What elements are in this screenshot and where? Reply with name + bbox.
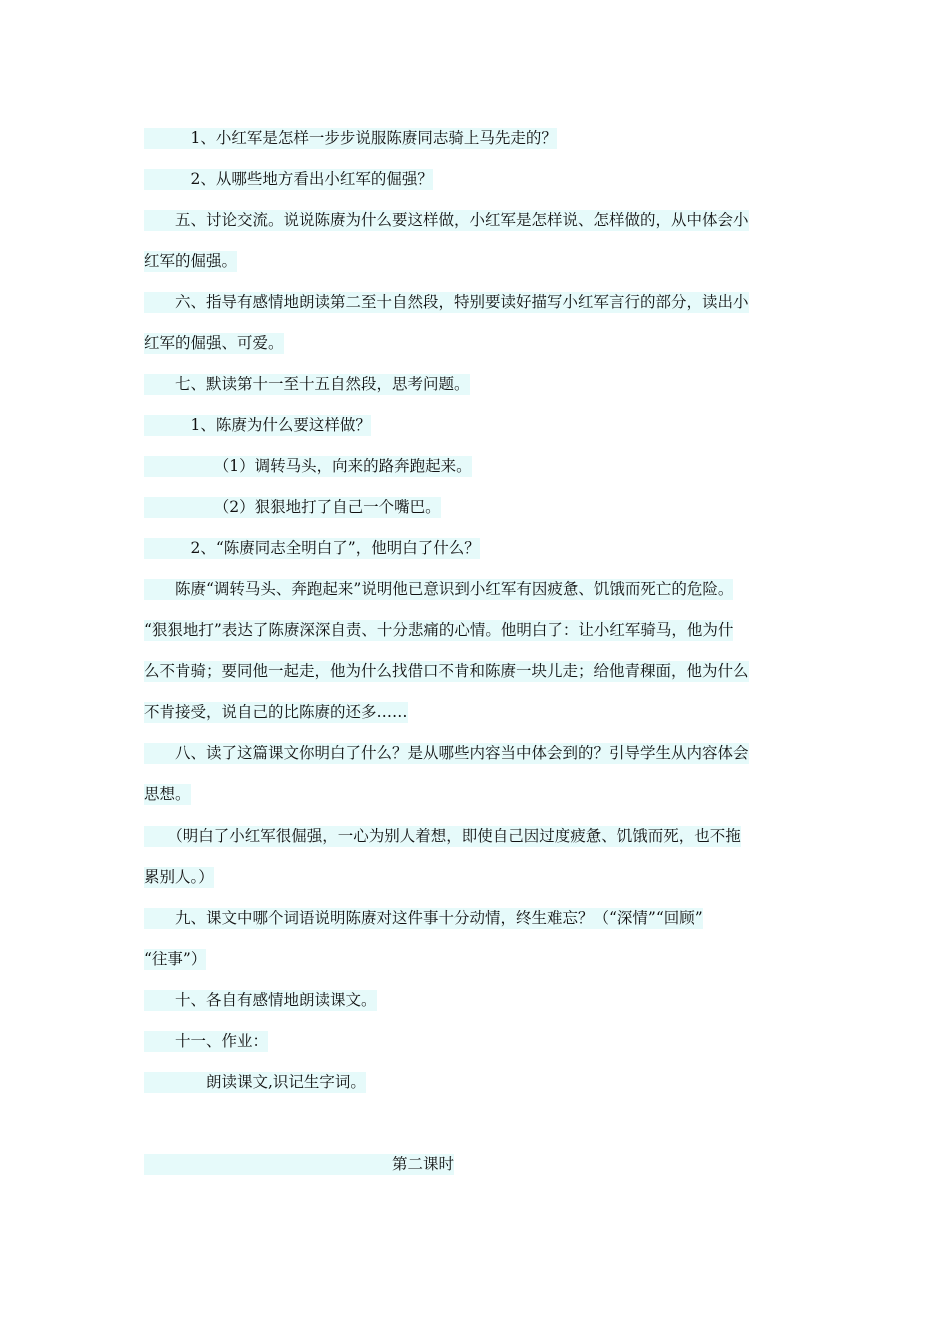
paragraph-line: “往事”） — [144, 950, 207, 968]
answer-line: （1）调转马头，向来的路奔跑起来。 — [144, 457, 472, 475]
paragraph-line: 思想。 — [144, 785, 191, 803]
paragraph-line: 么不肯骑；要同他一起走，他为什么找借口不肯和陈赓一块儿走；给他青稞面，他为什么 — [144, 662, 749, 680]
paragraph-line: 六、指导有感情地朗读第二至十自然段，特别要读好描写小红军言行的部分，读出小 — [144, 293, 749, 311]
question-line: 1、小红军是怎样一步步说服陈赓同志骑上马先走的？ — [144, 129, 557, 147]
answer-line: （2）狠狠地打了自己一个嘴巴。 — [144, 498, 441, 516]
paragraph-line: 不肯接受，说自己的比陈赓的还多…… — [144, 703, 408, 721]
homework-line: 朗读课文,识记生字词。 — [144, 1073, 366, 1091]
question-line: 1、陈赓为什么要这样做？ — [144, 416, 371, 434]
paragraph-line: 十一、作业： — [144, 1032, 269, 1050]
paragraph-line: 红军的倔强、可爱。 — [144, 334, 284, 352]
paragraph-line: 九、课文中哪个词语说明陈赓对这件事十分动情，终生难忘？（“深情”“回顾” — [144, 909, 703, 927]
question-line: 2、从哪些地方看出小红军的倔强？ — [144, 170, 433, 188]
paragraph-line: 八、读了这篇课文你明白了什么？是从哪些内容当中体会到的？引导学生从内容体会 — [144, 744, 749, 762]
paragraph-line: “狠狠地打”表达了陈赓深深自责、十分悲痛的心情。他明白了：让小红军骑马，他为什 — [144, 621, 734, 639]
question-line: 2、“陈赓同志全明白了”，他明白了什么？ — [144, 539, 480, 557]
paragraph-line: 陈赓“调转马头、奔跑起来”说明他已意识到小红军有因疲惫、饥饿而死亡的危险。 — [144, 580, 734, 598]
paragraph-line: 五、讨论交流。说说陈赓为什么要这样做，小红军是怎样说、怎样做的，从中体会小 — [144, 211, 749, 229]
paragraph-line: 十、各自有感情地朗读课文。 — [144, 991, 377, 1009]
paragraph-line: 七、默读第十一至十五自然段，思考问题。 — [144, 375, 470, 393]
paragraph-line: 累别人。） — [144, 868, 214, 886]
paragraph-line: （明白了小红军很倔强，一心为别人着想，即使自己因过度疲惫、饥饿而死，也不拖 — [144, 827, 741, 845]
section-heading: 第二课时 — [144, 1155, 455, 1173]
paragraph-line: 红军的倔强。 — [144, 252, 238, 270]
